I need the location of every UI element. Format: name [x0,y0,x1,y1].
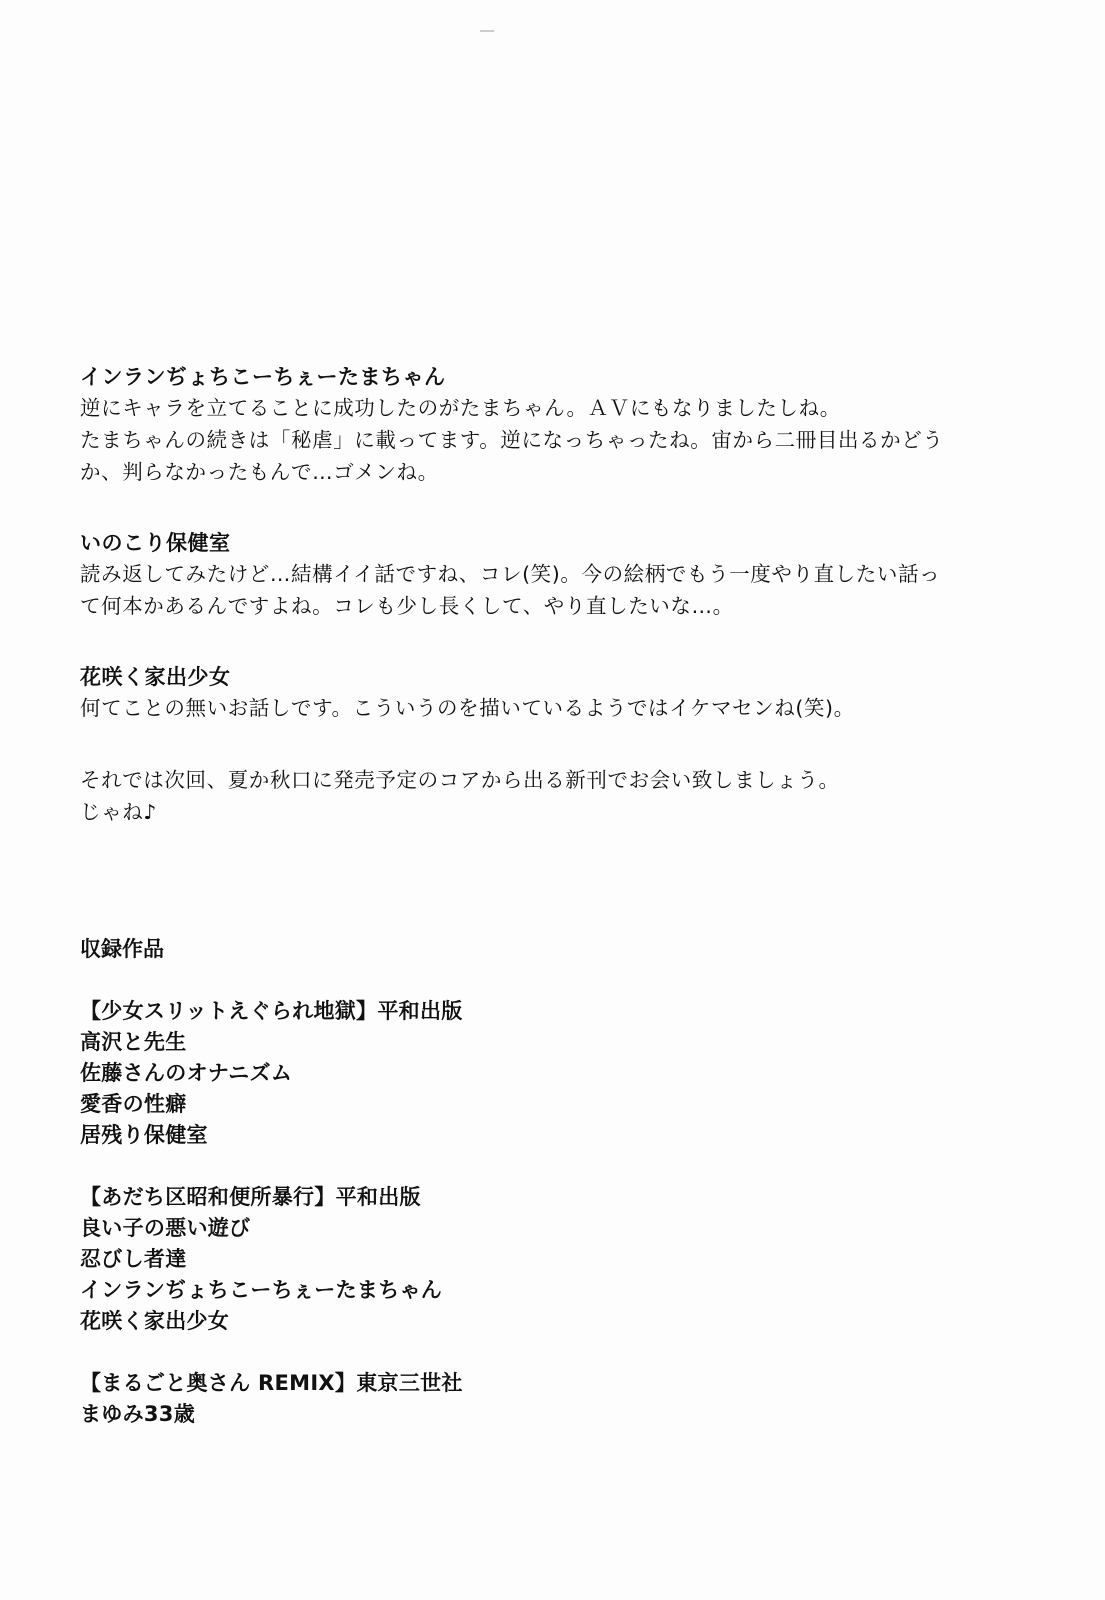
entry-line: 読み返してみたけど…結構イイ話ですね、コレ(笑)。今の絵柄でもう一度やり直したい話っ [80,562,941,586]
closing-line: じゃね♪ [80,800,157,824]
work-title: 花咲く家出少女 [80,1309,230,1333]
work-title: 佐藤さんのオナニズム [80,1061,293,1085]
source-line: 【まるごと奥さん REMIX】東京三世社 [80,1371,463,1395]
contents-group [80,1182,780,1337]
closing-line: それでは次回、夏か秋口に発売予定のコアから出る新刊でお会い致しましょう。 [80,768,840,792]
entry-line: 何てことの無いお話しです。こういうのを描いているようではイケマセンね(笑)。 [80,696,855,720]
source-line: 【少女スリットえぐられ地獄】平和出版 [80,999,463,1023]
work-title: 愛香の性癖 [80,1092,187,1116]
entry-line: 逆にキャラを立てることに成功したのがたまちゃん。ＡＶにもなりましたしね。 [80,396,841,420]
contents-group [80,1368,780,1430]
entry-title: インランぢょちこーちぇーたまちゃん [80,365,446,389]
entry-line: か、判らなかったもんで…ゴメンね。 [80,460,439,484]
contents-title: 収録作品 [80,937,164,961]
work-title: 居残り保健室 [80,1123,208,1147]
source-line: 【あだち区昭和便所暴行】平和出版 [80,1185,421,1209]
entry-title: いのこり保健室 [80,531,231,555]
entry-line: たまちゃんの続きは「秘虐」に載ってます。逆になっちゃったね。宙から二冊目出るかどう [80,428,944,452]
scan-edge-mark [480,30,494,32]
work-title: 忍びし者達 [80,1247,187,1271]
work-title: インランぢょちこーちぇーたまちゃん [80,1278,443,1302]
work-title: まゆみ33歳 [80,1402,196,1426]
work-title: 良い子の悪い遊び [80,1216,251,1240]
afterword-section [80,362,1040,828]
contents-group [80,996,780,1151]
contents-section [80,934,780,1461]
work-title: 高沢と先生 [80,1030,187,1054]
entry-line: て何本かあるんですよね。コレも少し長くして、やり直したいな…。 [80,594,734,618]
entry-title: 花咲く家出少女 [80,665,231,689]
